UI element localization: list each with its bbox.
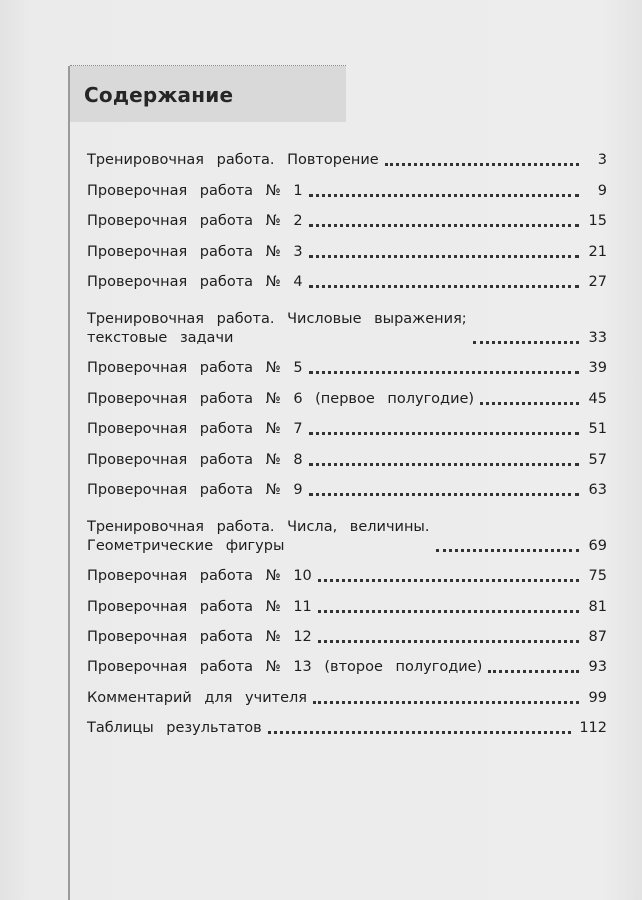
toc-entry <box>87 175 607 205</box>
toc-entry-title <box>87 359 303 383</box>
toc-page-number: 9 <box>597 182 607 199</box>
toc-page-number: 87 <box>588 629 607 646</box>
dot-leader <box>480 402 579 405</box>
toc-entry <box>87 475 607 505</box>
toc-entry-title <box>87 481 303 505</box>
toc-entry <box>87 591 607 621</box>
toc-entry-title <box>87 628 312 652</box>
toc-entry-title-line: Проверочная работа № 3 <box>87 243 303 260</box>
dot-leader <box>309 493 579 496</box>
toc-entry <box>87 206 607 236</box>
toc-entry-title <box>87 273 303 297</box>
toc-page-number: 39 <box>588 360 607 377</box>
toc-page-number: 69 <box>588 537 607 554</box>
toc-entry-title <box>87 658 482 682</box>
toc-entry <box>87 622 607 652</box>
toc-entry-title-line: Геометрические фигуры <box>87 537 285 554</box>
toc-page-number: 33 <box>588 329 607 346</box>
dot-leader <box>436 549 580 552</box>
toc-entry-title <box>87 243 303 267</box>
margin-vertical-rule <box>68 66 70 900</box>
dot-leader <box>309 255 579 258</box>
toc-entry-title <box>87 567 312 591</box>
dot-leader <box>313 701 579 704</box>
toc-entry <box>87 682 607 712</box>
dot-leader <box>488 670 579 673</box>
toc-page-number: 27 <box>588 273 607 290</box>
toc-entry-title-line: Проверочная работа № 7 <box>87 421 303 438</box>
toc-entry <box>87 236 607 266</box>
toc-entry-title-line: Проверочная работа № 13 (второе полугодие) <box>87 659 483 676</box>
toc-page-number: 75 <box>588 568 607 585</box>
dot-leader <box>309 463 579 466</box>
toc-entry-title-line: Проверочная работа № 9 <box>87 481 303 498</box>
toc-entry-title-line: Комментарий для учителя <box>87 689 307 706</box>
toc-entry-title-line: Проверочная работа № 6 (первое полугодие) <box>87 390 475 407</box>
toc-page-number: 3 <box>597 152 607 169</box>
toc-entry <box>87 414 607 444</box>
toc-entry <box>87 145 607 175</box>
toc-entry <box>87 652 607 682</box>
toc-entry-title-line: Проверочная работа № 4 <box>87 273 303 290</box>
toc-entry <box>87 444 607 474</box>
toc-entry-title <box>87 518 430 561</box>
toc-entry-title <box>87 451 303 475</box>
toc-entry-title <box>87 719 262 743</box>
dot-leader <box>309 285 579 288</box>
toc-entry-title-line: Проверочная работа № 12 <box>87 629 312 646</box>
toc-page-number: 51 <box>588 421 607 438</box>
dot-leader <box>309 224 579 227</box>
toc-page-number: 93 <box>588 659 607 676</box>
toc-entry <box>87 713 607 743</box>
toc-entry-title <box>87 212 303 236</box>
toc-entry <box>87 353 607 383</box>
toc-entry-title <box>87 182 303 206</box>
dot-leader <box>318 640 579 643</box>
toc-entry <box>87 507 607 561</box>
toc-page-number: 21 <box>588 243 607 260</box>
toc-entry-title-line: Проверочная работа № 2 <box>87 213 303 230</box>
dot-leader <box>309 371 579 374</box>
toc-page-number: 63 <box>588 481 607 498</box>
toc-entry-title <box>87 689 307 713</box>
toc-page-number: 99 <box>588 689 607 706</box>
toc-entry-title-line: Проверочная работа № 11 <box>87 598 312 615</box>
dot-leader <box>318 579 579 582</box>
toc-page-number: 15 <box>588 213 607 230</box>
toc-page-number: 81 <box>588 598 607 615</box>
table-of-contents <box>87 145 607 743</box>
toc-entry-title <box>87 310 467 353</box>
toc-entry-title-line: Таблицы результатов <box>87 720 262 737</box>
toc-entry-title <box>87 151 379 175</box>
page-title: Содержание <box>84 83 234 107</box>
dot-leader <box>268 731 572 734</box>
toc-entry-title-line: Проверочная работа № 10 <box>87 568 312 585</box>
toc-entry <box>87 299 607 353</box>
toc-entry-title-line: Тренировочная работа. Повторение <box>87 152 379 169</box>
toc-entry <box>87 383 607 413</box>
toc-entry-title-line: Проверочная работа № 5 <box>87 360 303 377</box>
toc-entry-title <box>87 420 303 444</box>
dot-leader <box>473 341 579 344</box>
toc-entry <box>87 561 607 591</box>
toc-entry-title-line: Проверочная работа № 8 <box>87 451 303 468</box>
toc-entry-title-line: текстовые задачи <box>87 329 234 346</box>
dot-leader <box>385 163 579 166</box>
toc-entry-title-line: Тренировочная работа. Числа, величины. <box>87 518 430 535</box>
toc-page-number: 57 <box>588 451 607 468</box>
toc-entry-title-line: Тренировочная работа. Числовые выражения; <box>87 310 467 327</box>
toc-entry-title <box>87 598 312 622</box>
toc-page-number: 112 <box>579 720 607 737</box>
toc-page-number: 45 <box>588 390 607 407</box>
toc-entry-title <box>87 390 474 414</box>
toc-entry <box>87 267 607 297</box>
dot-leader <box>309 432 579 435</box>
dot-leader <box>318 610 579 613</box>
dot-leader <box>309 194 579 197</box>
toc-entry-title-line: Проверочная работа № 1 <box>87 182 303 199</box>
